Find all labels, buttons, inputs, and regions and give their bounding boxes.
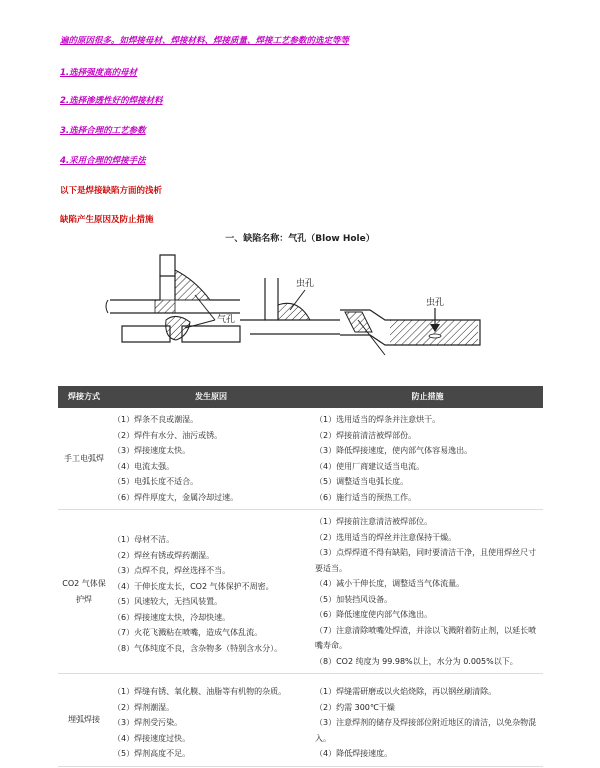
link-welding-material[interactable]: 2.选择渗透性好的焊接材料 xyxy=(60,96,163,106)
method-cell: CO2 气体保护焊 xyxy=(58,510,110,674)
causes-cell xyxy=(110,674,312,767)
left-joint-sketch xyxy=(106,255,240,342)
cause-line: （3）焊接速度太快。 xyxy=(113,446,191,455)
defect-table xyxy=(58,386,543,767)
cause-line: （2）焊丝有锈或焊药潮湿。 xyxy=(113,550,215,560)
cause-line: （4）电流太强。 xyxy=(113,461,175,471)
measure-line: （6）施行适当的预热工作。 xyxy=(315,492,417,502)
cause-line: （3）点焊不良，焊丝选择不当。 xyxy=(113,566,231,575)
cause-line: （5）焊剂高度不足。 xyxy=(113,749,191,758)
col-header-method: 焊接方式 xyxy=(58,386,110,408)
method-cell: 手工电弧焊 xyxy=(58,408,110,510)
causes-cell xyxy=(110,510,312,674)
blow-hole-figure xyxy=(100,250,500,365)
table-row xyxy=(58,510,543,674)
cause-line: （6）焊接速度太快，冷却快速。 xyxy=(113,612,231,622)
measure-line: （1）焊接前注意清洁被焊部位。 xyxy=(315,517,433,526)
figure-label-right: 虫孔 xyxy=(426,298,445,308)
measure-line: （5）加装挡风设备。 xyxy=(315,594,393,604)
causes-cell xyxy=(110,408,312,510)
measure-line: （6）降低速度使内部气体逸出。 xyxy=(315,610,433,619)
middle-joint-sketch xyxy=(240,277,340,334)
table-row xyxy=(58,408,543,510)
table-header-row xyxy=(58,386,543,408)
measure-line: （2）选用适当的焊丝并注意保持干燥。 xyxy=(315,532,457,542)
col-header-measures: 防止措施 xyxy=(312,386,543,408)
cause-line: （5）风速较大，无挡风装置。 xyxy=(113,597,223,606)
cause-line: （2）焊件有水分、油污或锈。 xyxy=(113,430,223,440)
right-joint-sketch xyxy=(340,296,480,355)
cause-line: （8）气体纯度不良，含杂物多（特别含水分）。 xyxy=(113,643,283,653)
measures-cell xyxy=(312,674,543,767)
cause-line: （3）焊剂受污染。 xyxy=(113,718,183,727)
measure-line: （3）降低焊接速度，使内部气体容易逸出。 xyxy=(315,446,473,455)
cause-line: （4）干伸长度太长，CO2 气体保护不周密。 xyxy=(113,581,274,591)
measure-line: （7）注意清除喷嘴处焊渣，并涂以飞溅附着防止剂，以延长喷嘴寿命。 xyxy=(315,625,537,650)
method-cell: 埋弧焊接 xyxy=(58,674,110,767)
cause-line: （7）火花飞溅粘在喷嘴，造成气体乱流。 xyxy=(113,628,263,637)
cause-line: （5）电弧长度不适合。 xyxy=(113,477,199,486)
measures-cell xyxy=(312,408,543,510)
link-strong-base-metal[interactable]: 1.选择强度高的母材 xyxy=(60,68,138,78)
measure-line: （2）约需 300℃干燥 xyxy=(315,702,395,712)
measure-line: （2）焊接前清洁被焊部份。 xyxy=(315,430,417,440)
measure-line: （1）选用适当的焊条并注意烘干。 xyxy=(315,415,441,424)
cause-line: （1）母材不洁。 xyxy=(113,535,175,544)
cause-line: （2）焊剂潮湿。 xyxy=(113,702,175,712)
figure-label-middle: 虫孔 xyxy=(296,279,315,289)
link-welding-technique[interactable]: 4.采用合理的焊接手法 xyxy=(60,156,146,166)
cause-line: （1）焊缝有锈、氧化膜、油脂等有机物的杂质。 xyxy=(113,687,287,696)
link-process-parameters[interactable]: 3.选择合理的工艺参数 xyxy=(60,126,146,136)
measure-line: （8）CO2 纯度为 99.98%以上，水分为 0.005%以下。 xyxy=(315,656,518,666)
intro-line[interactable]: 遍的原因很多。如焊接母材、焊接材料、焊接质量、焊接工艺参数的选定等等 xyxy=(60,36,350,46)
measure-line: （3）注意焊剂的储存及焊接部位附近地区的清洁，以免杂物混入。 xyxy=(315,718,537,743)
measure-line: （5）调整适当电弧长度。 xyxy=(315,477,409,486)
measure-line: （3）点焊焊道不得有缺陷，同时要清洁干净，且使用焊丝尺寸要适当。 xyxy=(315,548,537,573)
measures-cell xyxy=(312,510,543,674)
figure-label-left: 气孔 xyxy=(217,315,236,325)
measure-line: （4）降低焊接速度。 xyxy=(315,749,393,758)
table-row xyxy=(58,674,543,767)
col-header-causes: 发生原因 xyxy=(110,386,312,408)
measure-line: （4）减小干伸长度，调整适当气体流量。 xyxy=(315,579,465,588)
cause-line: （1）焊条不良或潮湿。 xyxy=(113,415,199,424)
cause-line: （6）焊件厚度大，金属冷却过速。 xyxy=(113,492,239,502)
cause-line: （4）焊接速度过快。 xyxy=(113,733,191,743)
measure-line: （1）焊缝需研磨或以火焰烧除，再以钢丝刷清除。 xyxy=(315,687,497,696)
section-title: 一、缺陷名称：气孔（Blow Hole） xyxy=(225,234,375,244)
subheading-causes-prevention: 缺陷产生原因及防止措施 xyxy=(60,215,154,225)
measure-line: （4）使用厂商建议适当电流。 xyxy=(315,461,425,471)
subheading-defect-analysis: 以下是焊接缺陷方面的浅析 xyxy=(60,186,163,196)
